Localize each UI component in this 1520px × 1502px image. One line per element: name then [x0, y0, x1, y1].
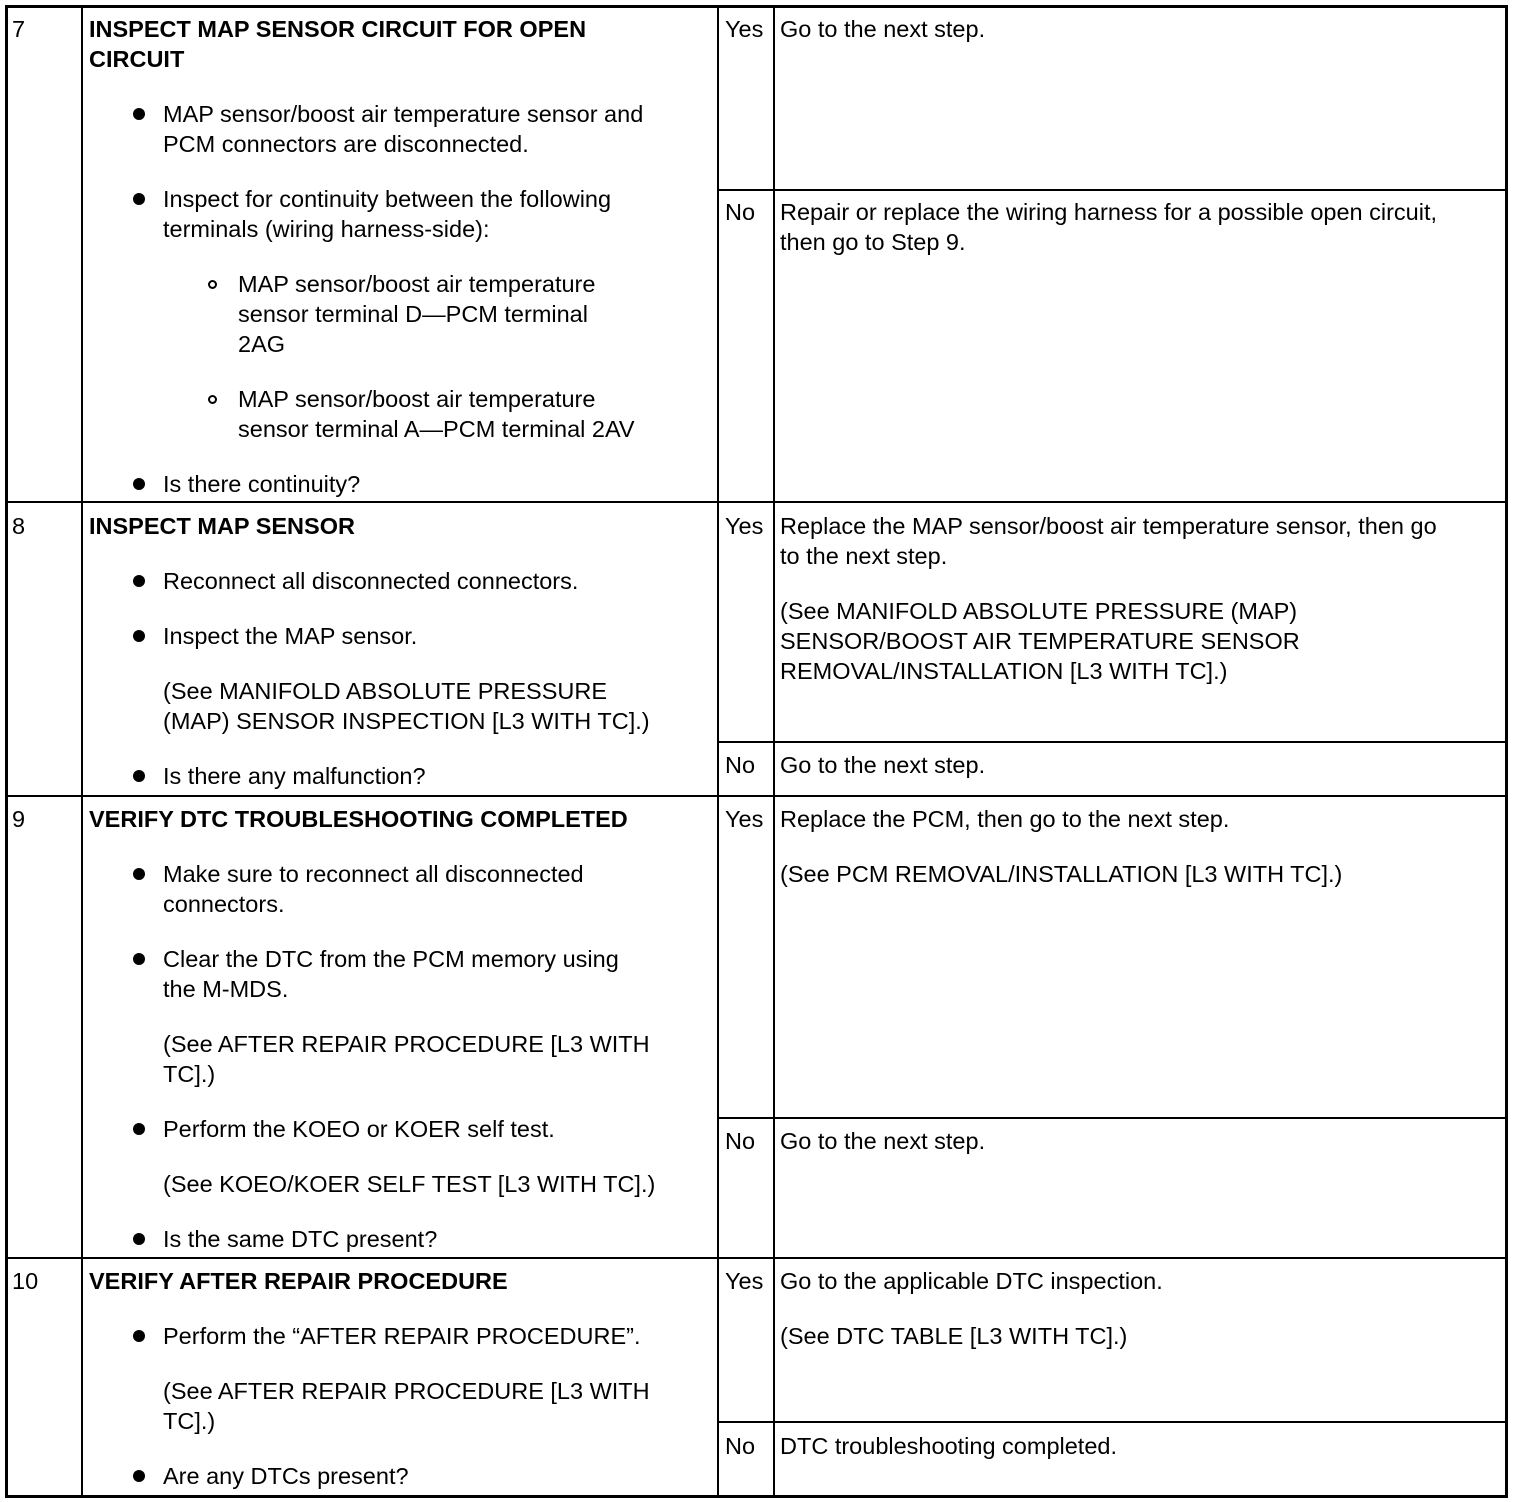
action-text: Perform the “AFTER REPAIR PROCEDURE”.: [163, 1323, 641, 1349]
step-number: 10: [12, 1268, 39, 1294]
step-title: INSPECT MAP SENSOR CIRCUIT FOR OPEN: [89, 16, 587, 42]
action-text: PCM connectors are disconnected.: [163, 131, 529, 157]
row-divider: [5, 1257, 1508, 1259]
action-text: 2AG: [238, 331, 286, 357]
yes-result-text: Replace the PCM, then go to the next step.: [780, 806, 1230, 832]
table-border-top: [5, 5, 1508, 8]
action-text: MAP sensor/boost air temperature sensor and: [163, 101, 644, 127]
no-label: No: [725, 1128, 756, 1154]
bullet-icon: [133, 770, 145, 782]
no-label: No: [725, 752, 756, 778]
reference-text: (See KOEO/KOER SELF TEST [L3 WITH TC].): [163, 1171, 656, 1197]
yes-no-divider: [718, 741, 1508, 743]
reference-text: (See MANIFOLD ABSOLUTE PRESSURE (MAP): [780, 598, 1298, 624]
column-divider-action: [717, 5, 719, 1498]
no-label: No: [725, 199, 756, 225]
yes-result-text: to the next step.: [780, 543, 948, 569]
action-text: MAP sensor/boost air temperature: [238, 271, 596, 297]
column-divider-number: [81, 5, 83, 1498]
bullet-icon: [133, 193, 145, 205]
action-text: sensor terminal D—PCM terminal: [238, 301, 588, 327]
bullet-icon: [133, 108, 145, 120]
action-text: Is there any malfunction?: [163, 763, 426, 789]
column-divider-result: [773, 5, 775, 1498]
step-title: VERIFY DTC TROUBLESHOOTING COMPLETED: [89, 806, 628, 832]
table-border-bottom: [5, 1495, 1508, 1498]
row-divider: [5, 501, 1508, 503]
action-text: Reconnect all disconnected connectors.: [163, 568, 579, 594]
yes-label: Yes: [725, 16, 764, 42]
reference-text: (See AFTER REPAIR PROCEDURE [L3 WITH: [163, 1378, 650, 1404]
reference-text: TC].): [163, 1408, 216, 1434]
bullet-icon: [133, 630, 145, 642]
bullet-icon: [133, 1470, 145, 1482]
yes-result-text: Go to the next step.: [780, 16, 986, 42]
action-text: the M-MDS.: [163, 976, 289, 1002]
step-title: CIRCUIT: [89, 46, 185, 72]
action-text: MAP sensor/boost air temperature: [238, 386, 596, 412]
reference-text: (See PCM REMOVAL/INSTALLATION [L3 WITH TC].): [780, 861, 1343, 887]
yes-no-divider: [718, 1421, 1508, 1423]
reference-text: (See MANIFOLD ABSOLUTE PRESSURE: [163, 678, 608, 704]
action-text: Make sure to reconnect all disconnected: [163, 861, 584, 887]
sub-bullet-icon: [208, 395, 217, 404]
step-number: 7: [12, 16, 26, 42]
no-label: No: [725, 1433, 756, 1459]
bullet-icon: [133, 953, 145, 965]
yes-result-text: Go to the applicable DTC inspection.: [780, 1268, 1163, 1294]
step-number: 9: [12, 806, 26, 832]
no-result-text: Repair or replace the wiring harness for a possible open circuit,: [780, 199, 1438, 225]
reference-text: REMOVAL/INSTALLATION [L3 WITH TC].): [780, 658, 1228, 684]
action-text: Inspect the MAP sensor.: [163, 623, 418, 649]
reference-text: (MAP) SENSOR INSPECTION [L3 WITH TC].): [163, 708, 650, 734]
reference-text: SENSOR/BOOST AIR TEMPERATURE SENSOR: [780, 628, 1300, 654]
step-title: VERIFY AFTER REPAIR PROCEDURE: [89, 1268, 508, 1294]
action-text: Inspect for continuity between the following: [163, 186, 612, 212]
action-text: Is the same DTC present?: [163, 1226, 438, 1252]
reference-text: (See AFTER REPAIR PROCEDURE [L3 WITH: [163, 1031, 650, 1057]
reference-text: TC].): [163, 1061, 216, 1087]
yes-label: Yes: [725, 513, 764, 539]
step-number: 8: [12, 513, 26, 539]
bullet-icon: [133, 575, 145, 587]
table-border-left: [5, 5, 8, 1498]
yes-no-divider: [718, 189, 1508, 191]
sub-bullet-icon: [208, 280, 217, 289]
no-result-text: DTC troubleshooting completed.: [780, 1433, 1118, 1459]
action-text: sensor terminal A—PCM terminal 2AV: [238, 416, 635, 442]
action-text: Clear the DTC from the PCM memory using: [163, 946, 619, 972]
step-title: INSPECT MAP SENSOR: [89, 513, 355, 539]
no-result-text: then go to Step 9.: [780, 229, 966, 255]
no-result-text: Go to the next step.: [780, 752, 986, 778]
yes-label: Yes: [725, 806, 764, 832]
action-text: Is there continuity?: [163, 471, 361, 497]
row-divider: [5, 795, 1508, 797]
bullet-icon: [133, 868, 145, 880]
yes-result-text: Replace the MAP sensor/boost air temperature sensor, then go: [780, 513, 1437, 539]
bullet-icon: [133, 478, 145, 490]
no-result-text: Go to the next step.: [780, 1128, 986, 1154]
action-text: terminals (wiring harness-side):: [163, 216, 490, 242]
action-text: connectors.: [163, 891, 285, 917]
bullet-icon: [133, 1233, 145, 1245]
bullet-icon: [133, 1330, 145, 1342]
reference-text: (See DTC TABLE [L3 WITH TC].): [780, 1323, 1128, 1349]
action-text: Are any DTCs present?: [163, 1463, 409, 1489]
bullet-icon: [133, 1123, 145, 1135]
yes-label: Yes: [725, 1268, 764, 1294]
action-text: Perform the KOEO or KOER self test.: [163, 1116, 555, 1142]
yes-no-divider: [718, 1117, 1508, 1119]
table-border-right: [1505, 5, 1508, 1498]
